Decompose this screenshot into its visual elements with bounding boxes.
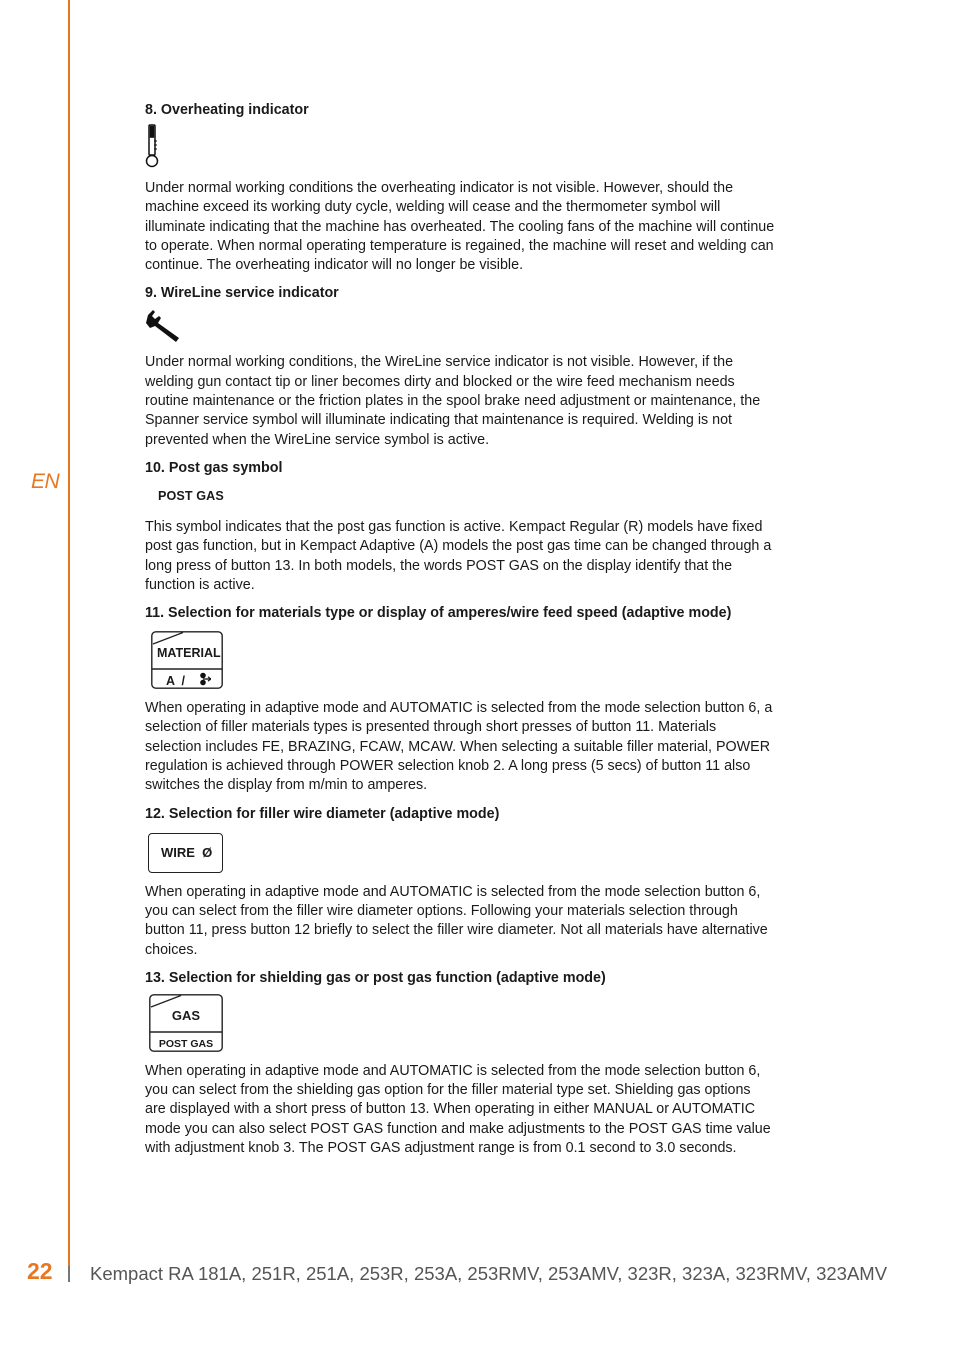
footer-title: Kempact RA 181A, 251R, 251A, 253R, 253A, 253RMV, 253AMV, 323R, 323A, 323RMV, 323AMV [90, 1263, 888, 1284]
wire-diameter-button[interactable] [148, 833, 223, 873]
page-content [145, 101, 775, 1158]
section-heading: 8. Overheating indicator [145, 102, 309, 118]
section-body: When operating in adaptive mode and AUTOMATIC is selected from the mode selection button 6, you can select from the filler wire diameter options. Following your materials selection through button 11, press button 12 briefly to select the filler wire diameter. Not all materials have alternative choices. [145, 883, 768, 958]
section-heading: 10. Post gas symbol [145, 459, 283, 476]
left-margin-rule [68, 0, 70, 1282]
amperes-label: A / [166, 674, 185, 689]
section-wireline-service-indicator [145, 284, 775, 449]
post-gas-symbol-label: POST GAS [158, 488, 224, 503]
section-wire-diameter [145, 805, 775, 960]
page-number: 22 [27, 1258, 53, 1284]
section-post-gas-symbol [145, 459, 775, 595]
wire-diameter-button-label: WIRE Ø [161, 844, 213, 860]
material-button[interactable] [151, 631, 223, 689]
section-overheating-indicator [145, 101, 775, 275]
section-body: This symbol indicates that the post gas function is active. Kempact Regular (R) models have fixed post gas function, but in Kempact Adaptive (A) models the post gas time can be changed through a long press of button 13. In both models, the words POST GAS on the display identify that the function is active. [145, 518, 772, 593]
section-body: When operating in adaptive mode and AUTOMATIC is selected from the mode selection button 6, a selection of filler materials types is presented through short presses of button 11. Materials selection includes FE, BRAZING, FCAW, MCAW. When selecting a suitable filler material, POWER regulation is achieved through POWER selection knob 2. A long press (5 secs) of button 11 also switches the display from m/min to amperes. [145, 700, 773, 794]
thermometer-icon [145, 123, 165, 169]
material-button-label: MATERIAL [157, 646, 221, 661]
footer-divider [68, 1266, 70, 1282]
section-heading: 9. WireLine service indicator [145, 285, 339, 302]
section-body: When operating in adaptive mode and AUTOMATIC is selected from the mode selection button 6, you can select from the shielding gas option for the filler material type set. Shielding gas options are displayed with a short press of button 13. When operating in either MANUAL or AUTOMATIC mode you can also select POST GAS function and make adjustments to the POST GAS time value with adjustment knob 3. The POST GAS adjustment range is from 0.1 second to 3.0 seconds. [145, 1062, 771, 1157]
section-body: Under normal working conditions, the WireLine service indicator is not visible. However, if the welding gun contact tip or liner becomes dirty and blocked or the wire feed mechanism needs routine maintenance or the friction plates in the spool brake need adjustment or maintenance, the Spanner service symbol will illuminate indicating that maintenance is required. Welding is not prevented when the WireLine service symbol is active. [145, 354, 761, 448]
gas-button-label: GAS [171, 1007, 201, 1023]
section-heading: 12. Selection for filler wire diameter (adaptive mode) [145, 805, 500, 822]
section-shielding-gas [145, 969, 775, 1158]
language-tag: EN [31, 470, 60, 493]
section-heading: 11. Selection for materials type or display of amperes/wire feed speed (adaptive mode) [145, 605, 732, 622]
section-heading: 13. Selection for shielding gas or post gas function (adaptive mode) [145, 969, 606, 986]
post-gas-button-label: POST GAS [158, 1037, 214, 1050]
wrench-icon [145, 309, 185, 343]
wire-feed-speed-icon [197, 672, 211, 686]
section-body: Under normal working conditions the overheating indicator is not visible. However, should the machine exceed its working duty cycle, welding will cease and the thermometer symbol will illuminate indicating that the machine has overheated. The cooling fans of the machine will continue to operate. When normal operating temperature is regained, the machine will reset and welding can continue. The overheating indicator will no longer be visible. [145, 180, 775, 274]
gas-button[interactable] [149, 994, 223, 1052]
section-material-selection [145, 604, 775, 795]
